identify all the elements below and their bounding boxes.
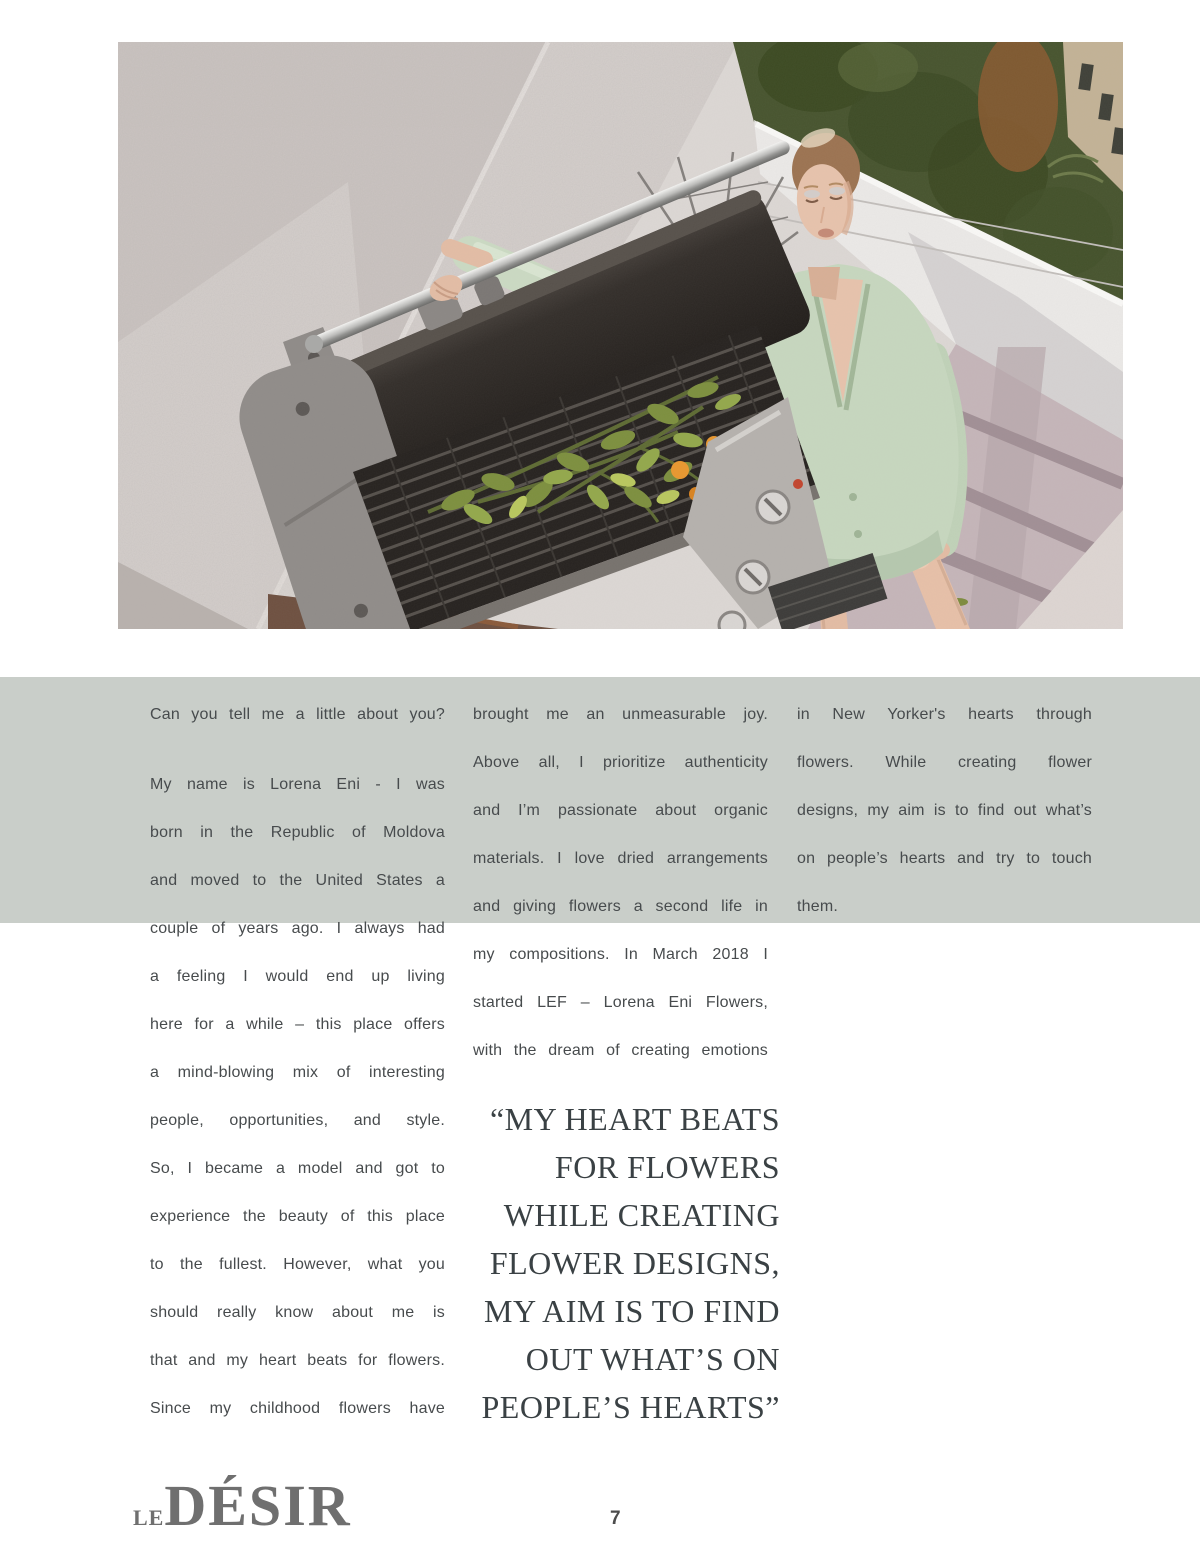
pull-quote xyxy=(440,1095,780,1431)
logo-desir: DÉSIR xyxy=(164,1473,352,1538)
text-line: born in the Republic of Moldova xyxy=(150,824,445,841)
text-line: couple of years ago. I always had xyxy=(150,920,445,937)
text-line: them. xyxy=(797,898,839,915)
text-line: experience the beauty of this place xyxy=(150,1208,445,1225)
editorial-photo xyxy=(118,42,1123,629)
column-1-body xyxy=(150,761,445,1433)
logo-le: LE xyxy=(133,1505,165,1530)
text-line: and giving flowers a second life in xyxy=(473,898,768,915)
text-line: in New Yorker's hearts through xyxy=(797,706,1092,723)
text-line: should really know about me is xyxy=(150,1304,445,1321)
text-line: designs, my aim is to find out what’s xyxy=(797,802,1092,819)
text-line: PEOPLE’S HEARTS” xyxy=(481,1389,780,1425)
page-number: 7 xyxy=(610,1508,622,1529)
text-line: Above all, I prioritize authenticity xyxy=(473,754,768,771)
text-line: materials. I love dried arrangements xyxy=(473,850,768,867)
column-2-body xyxy=(473,691,768,1075)
text-column-3 xyxy=(797,691,1092,931)
text-line: that and my heart beats for flowers. xyxy=(150,1352,445,1369)
text-line: OUT WHAT’S ON xyxy=(525,1341,780,1377)
photo-illustration xyxy=(118,42,1123,629)
text-line: started LEF – Lorena Eni Flowers, xyxy=(473,994,768,1011)
photo-grain xyxy=(118,42,1123,629)
text-line: brought me an unmeasurable joy. xyxy=(473,706,768,723)
text-line: my compositions. In March 2018 I xyxy=(473,946,768,963)
text-line: FLOWER DESIGNS, xyxy=(489,1245,780,1281)
text-column-2 xyxy=(473,691,768,1075)
text-line: My name is Lorena Eni - I was xyxy=(150,776,445,793)
text-line: “MY HEART BEATS xyxy=(489,1101,780,1137)
text-line: flowers. While creating flower xyxy=(797,754,1092,771)
text-line: Since my childhood flowers have xyxy=(150,1400,445,1417)
text-line: people, opportunities, and style. xyxy=(150,1112,445,1129)
magazine-logo xyxy=(133,1472,352,1539)
text-line: WHILE CREATING xyxy=(503,1197,780,1233)
text-line: and I’m passionate about organic xyxy=(473,802,768,819)
text-line: a feeling I would end up living xyxy=(150,968,445,985)
text-line: a mind-blowing mix of interesting xyxy=(150,1064,445,1081)
text-line: MY AIM IS TO FIND xyxy=(484,1293,780,1329)
text-line: FOR FLOWERS xyxy=(554,1149,780,1185)
text-line: on people’s hearts and try to touch xyxy=(797,850,1092,867)
column-3-body xyxy=(797,691,1092,931)
text-column-1 xyxy=(150,691,445,1433)
text-line: here for a while – this place offers xyxy=(150,1016,445,1033)
text-line: to the fullest. However, what you xyxy=(150,1256,445,1273)
interview-question: Can you tell me a little about you? xyxy=(150,706,445,723)
text-line: and moved to the United States a xyxy=(150,872,445,889)
text-line: So, I became a model and got to xyxy=(150,1160,445,1177)
text-line: with the dream of creating emotions xyxy=(473,1042,768,1059)
